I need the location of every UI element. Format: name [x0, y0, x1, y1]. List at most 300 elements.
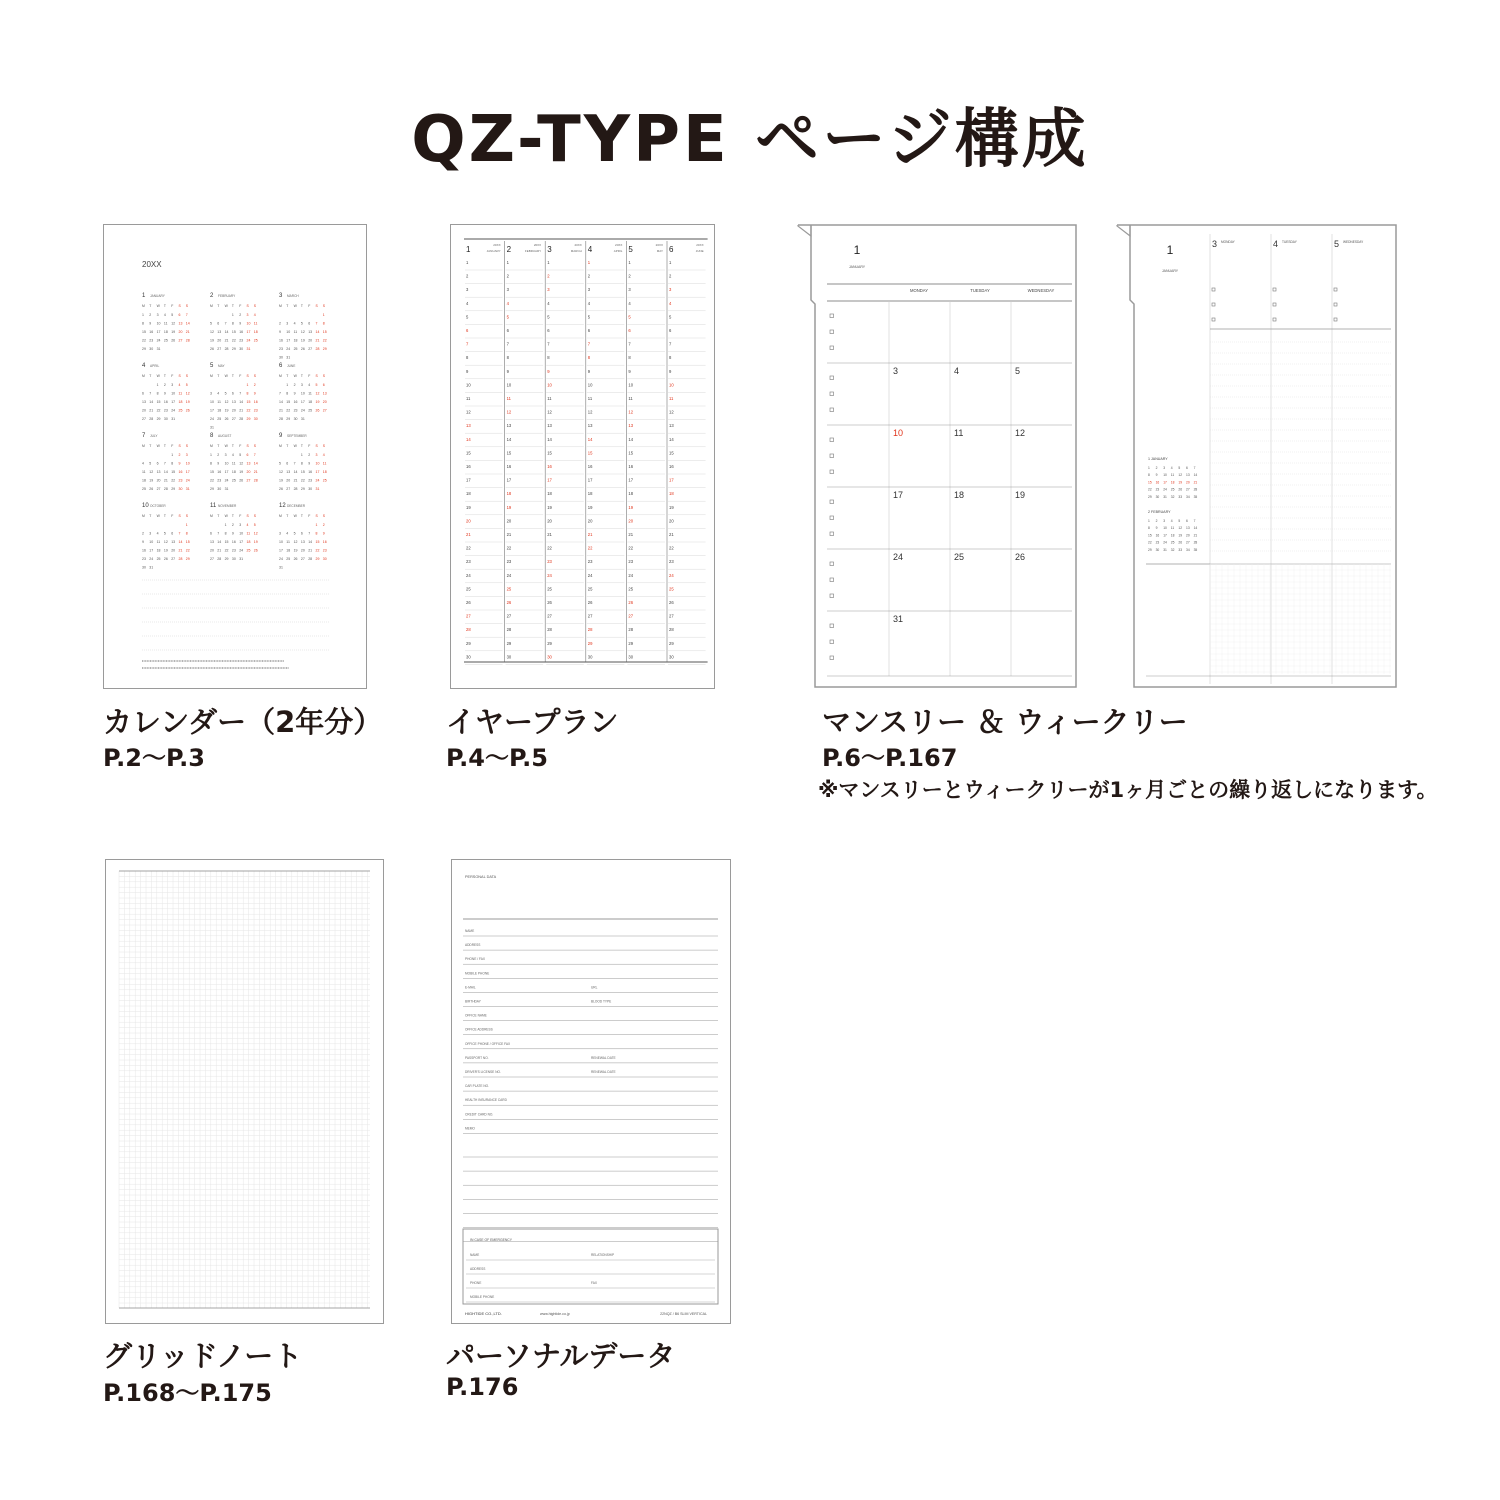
- calendar-day: 18: [163, 330, 168, 334]
- calendar-weekday: F: [308, 444, 311, 448]
- calendar-day: 25: [217, 417, 222, 421]
- calendar-month-number: 4: [142, 363, 146, 369]
- calendar-day: 29: [246, 417, 251, 421]
- calendar-weekday: T: [217, 514, 220, 518]
- personal-data-page-thumbnail: [451, 859, 731, 1324]
- year-plan-day: 29: [506, 640, 512, 646]
- year-plan-day: 24: [587, 572, 593, 578]
- calendar-day: 23: [178, 478, 183, 483]
- emergency-field-label: RELATIONSHIP: [591, 1253, 615, 1257]
- calendar-day: 10: [210, 400, 214, 404]
- year-plan-day: 22: [466, 545, 471, 551]
- calendar-day: 10: [286, 330, 291, 334]
- calendar-day: 13: [300, 540, 305, 544]
- weekly-mini-day: 15: [1148, 480, 1152, 485]
- year-plan-day: 30: [628, 654, 634, 660]
- weekly-mini-day: 27: [1186, 487, 1190, 492]
- year-plan-month-number: 1: [466, 245, 471, 254]
- year-plan-day: 14: [669, 436, 674, 442]
- weekly-day-number: 5: [1334, 239, 1340, 249]
- weekly-mini-month-label: 1 JANUARY: [1148, 457, 1168, 461]
- calendar-day: 23: [279, 347, 283, 351]
- calendar-day: 28: [253, 478, 258, 483]
- year-plan-day: 25: [547, 586, 552, 592]
- year-plan-day: 1: [506, 260, 509, 265]
- weekly-page-content: [1116, 224, 1398, 689]
- calendar-weekday: F: [171, 444, 174, 448]
- calendar-day: 4: [163, 313, 166, 317]
- calendar-day: 28: [217, 557, 222, 561]
- weekly-mini-day: 13: [1186, 526, 1190, 531]
- calendar-day: 30: [322, 557, 327, 561]
- monthly-weekday-label: MONDAY: [909, 288, 929, 293]
- calendar-day: 20: [171, 548, 176, 553]
- year-plan-day: 15: [506, 450, 512, 456]
- year-plan-day: 26: [547, 600, 552, 605]
- year-plan-day: 12: [669, 409, 674, 415]
- calendar-day: 30: [178, 487, 183, 491]
- year-plan-day: 30: [466, 654, 471, 660]
- personal-data-field-label: PASSPORT NO.: [465, 1055, 489, 1060]
- year-plan-day: 3: [669, 287, 672, 293]
- monthly-day-number: 10: [893, 428, 904, 438]
- personal-data-field-label: BLOOD TYPE: [591, 999, 612, 1004]
- year-plan-day: 28: [466, 627, 471, 633]
- weekly-mini-day: 17: [1163, 480, 1167, 485]
- calendar-day: 26: [279, 487, 283, 491]
- grid-note-caption: グリッドノート: [103, 1339, 303, 1373]
- year-plan-year: 20XX: [615, 243, 623, 247]
- calendar-day: 8: [142, 321, 144, 326]
- calendar-day: 16: [178, 470, 183, 474]
- year-plan-day: 26: [669, 600, 674, 605]
- year-plan-day: 8: [506, 355, 509, 361]
- calendar-day: 23: [217, 478, 222, 483]
- year-plan-day: 27: [587, 613, 593, 619]
- calendar-day: 6: [322, 383, 325, 387]
- monthly-month-number: 1: [853, 243, 861, 257]
- calendar-day: 18: [286, 548, 291, 553]
- calendar-day: 2: [293, 383, 296, 387]
- calendar-day: 25: [246, 548, 251, 553]
- year-plan-day: 13: [587, 423, 593, 429]
- emergency-field-label: ADDRESS: [470, 1267, 486, 1271]
- year-plan-day: 26: [628, 600, 634, 605]
- calendar-day: 10: [149, 540, 154, 544]
- weekly-mini-day: 26: [1178, 487, 1183, 492]
- monthly-weekly-pages: P.6〜P.167: [822, 744, 958, 772]
- calendar-day: 3: [224, 453, 227, 457]
- calendar-day: 19: [185, 400, 190, 404]
- calendar-day: 24: [185, 478, 190, 483]
- calendar-day: 7: [149, 391, 152, 396]
- year-plan-day: 30: [547, 654, 552, 660]
- weekly-mini-day: 32: [1170, 494, 1175, 499]
- year-plan-day: 19: [669, 504, 674, 510]
- weekly-mini-day: 23: [1155, 487, 1160, 492]
- weekly-mini-day: 6: [1186, 519, 1188, 523]
- calendar-day: 3: [279, 531, 281, 536]
- calendar-day: 12: [315, 391, 320, 396]
- calendar-day: 5: [315, 383, 318, 387]
- calendar-day: 17: [286, 338, 291, 343]
- calendar-month-name: DECEMBER: [287, 504, 306, 508]
- calendar-day: 13: [286, 470, 291, 474]
- calendar-day: 21: [149, 408, 154, 413]
- year-plan-day: 15: [669, 450, 674, 456]
- calendar-day: 6: [210, 531, 212, 536]
- calendar-day: 17: [171, 400, 176, 404]
- calendar-day: 27: [322, 408, 327, 413]
- weekly-mini-day: 20: [1186, 533, 1190, 538]
- year-plan-day: 21: [506, 532, 512, 537]
- calendar-weekday: W: [293, 374, 297, 378]
- calendar-day: 17: [246, 330, 251, 334]
- year-plan-pages: P.4〜P.5: [446, 744, 548, 772]
- year-plan-day: 5: [547, 314, 550, 320]
- year-plan-day: 12: [506, 409, 512, 415]
- calendar-weekday: T: [163, 304, 166, 308]
- calendar-day: 30: [239, 347, 244, 351]
- calendar-day: 6: [286, 461, 289, 466]
- calendar-day: 11: [308, 391, 312, 396]
- calendar-day: 18: [142, 478, 146, 483]
- calendar-weekday: W: [224, 444, 228, 448]
- calendar-day: 5: [239, 453, 242, 457]
- year-plan-day: 21: [466, 532, 471, 537]
- calendar-day: 10: [171, 391, 176, 396]
- calendar-day: 18: [156, 548, 161, 553]
- calendar-day: 15: [300, 470, 305, 474]
- calendar-day: 29: [300, 487, 305, 491]
- calendar-day: 18: [293, 338, 298, 343]
- weekly-mini-day: 34: [1186, 547, 1190, 552]
- calendar-day: 17: [300, 400, 305, 404]
- calendar-day: 30: [231, 557, 236, 561]
- calendar-month-name: APRIL: [150, 364, 160, 368]
- year-plan-day: 6: [547, 328, 550, 333]
- weekly-mini-day: 33: [1178, 494, 1183, 499]
- calendar-day: 16: [308, 470, 313, 474]
- personal-data-field-label: E-MAIL: [465, 985, 476, 990]
- personal-data-field-label: CREDIT CARD NO.: [465, 1112, 494, 1117]
- year-plan-day: 4: [669, 300, 672, 306]
- calendar-month-name: JUNE: [287, 364, 296, 368]
- calendar-day: 20: [156, 478, 161, 483]
- calendar-weekday: F: [308, 514, 311, 518]
- calendar-day: 15: [156, 400, 161, 404]
- calendar-weekday: W: [156, 514, 160, 518]
- calendar-day: 21: [293, 478, 298, 483]
- calendar-weekday: F: [239, 514, 242, 518]
- personal-data-field-label: URL: [591, 985, 598, 990]
- calendar-day: 7: [279, 391, 281, 396]
- year-plan-day: 18: [466, 491, 471, 497]
- calendar-day: 23: [163, 408, 168, 413]
- calendar-day: 1: [246, 383, 249, 387]
- year-plan-day: 14: [547, 436, 552, 442]
- year-plan-month-number: 4: [587, 245, 593, 254]
- calendar-day: 13: [171, 540, 176, 544]
- calendar-day: 27: [300, 557, 305, 561]
- calendar-day: 15: [210, 470, 214, 474]
- calendar-day: 20: [231, 408, 236, 413]
- calendar-day: 7: [178, 531, 181, 536]
- calendar-day: 11: [231, 461, 236, 466]
- calendar-day: 22: [224, 548, 229, 553]
- calendar-day: 22: [286, 408, 291, 413]
- weekly-mini-day: 9: [1155, 526, 1158, 531]
- weekly-mini-day: 28: [1193, 487, 1198, 492]
- calendar-day: 26: [315, 408, 320, 413]
- calendar-day: 22: [231, 338, 236, 343]
- calendar-day: 6: [142, 391, 144, 396]
- calendar-weekday: M: [142, 514, 145, 518]
- year-plan-day: 21: [669, 532, 674, 537]
- calendar-weekday: T: [149, 304, 152, 308]
- calendar-day: 19: [149, 478, 154, 483]
- personal-data-field-label: HEALTH INSURANCE CARD: [465, 1098, 507, 1103]
- weekly-mini-day: 8: [1148, 526, 1150, 531]
- calendar-day: 19: [279, 478, 283, 483]
- calendar-day: 25: [308, 408, 313, 413]
- calendar-month-name: SEPTEMBER: [287, 434, 307, 438]
- personal-data-field-label: OFFICE PHONE / OFFICE FAX: [465, 1041, 511, 1046]
- calendar-weekday: W: [224, 374, 228, 378]
- emergency-heading: IN CASE OF EMERGENCY: [470, 1238, 513, 1242]
- weekly-mini-day: 26: [1178, 540, 1183, 545]
- calendar-day: 18: [178, 400, 183, 404]
- weekly-mini-day: 3: [1163, 519, 1166, 523]
- year-plan-day: 7: [587, 341, 591, 347]
- calendar-day: 14: [253, 461, 258, 466]
- weekly-mini-day: 19: [1178, 533, 1183, 538]
- calendar-day: 1: [171, 453, 174, 457]
- calendar-day: 4: [308, 383, 311, 387]
- weekly-mini-day: 24: [1163, 487, 1167, 492]
- calendar-day: 1: [210, 453, 212, 457]
- calendar-day: 29: [142, 347, 146, 351]
- emergency-field-label: MOBILE PHONE: [470, 1295, 495, 1299]
- calendar-day: 4: [286, 531, 289, 536]
- weekly-mini-day: 18: [1170, 480, 1175, 485]
- calendar-day: 27: [156, 487, 161, 491]
- monthly-day-number: 17: [893, 490, 904, 500]
- year-plan-day: 28: [628, 627, 634, 633]
- year-plan-day: 29: [628, 640, 634, 646]
- calendar-weekday: T: [286, 304, 289, 308]
- calendar-day: 2: [279, 321, 281, 326]
- year-plan-day: 27: [547, 613, 552, 619]
- weekly-mini-day: 32: [1170, 547, 1175, 552]
- calendar-weekday: S: [178, 514, 181, 518]
- weekly-mini-day: 14: [1193, 526, 1198, 531]
- calendar-day: 26: [239, 478, 244, 483]
- calendar-weekday: T: [286, 444, 289, 448]
- calendar-day: 12: [163, 540, 168, 544]
- weekly-day-number: 4: [1273, 239, 1279, 249]
- calendar-day: 11: [217, 400, 221, 404]
- calendar-day: 5: [171, 313, 174, 317]
- calendar-day: 28: [315, 347, 320, 351]
- year-plan-day: 24: [628, 572, 634, 578]
- calendar-day: 22: [185, 548, 190, 553]
- year-plan-day: 9: [466, 368, 469, 374]
- calendar-month-number: 1: [142, 293, 146, 299]
- year-plan-day: 30: [669, 654, 674, 660]
- personal-data-caption: パーソナルデータ: [446, 1339, 676, 1373]
- calendar-day: 11: [156, 540, 161, 544]
- year-plan-day: 18: [547, 491, 552, 497]
- calendar-weekday: W: [156, 444, 160, 448]
- year-plan-day: 2: [466, 273, 469, 279]
- calendar-day: 10: [315, 461, 320, 466]
- calendar-day: 27: [178, 338, 183, 343]
- weekly-mini-day: 2: [1155, 466, 1158, 470]
- calendar-day: 26: [300, 347, 305, 351]
- calendar-day: 22: [300, 478, 305, 483]
- calendar-day: 13: [142, 400, 146, 404]
- calendar-month-number: 3: [279, 293, 283, 299]
- year-plan-day: 13: [669, 423, 674, 429]
- year-plan-day: 23: [628, 559, 634, 565]
- year-plan-day: 25: [587, 586, 593, 592]
- calendar-day: 30: [149, 347, 154, 351]
- calendar-day: 12: [171, 321, 176, 326]
- calendar-day: 12: [185, 391, 190, 396]
- calendar-weekday: S: [322, 514, 326, 518]
- calendar-day: 5: [149, 461, 152, 466]
- calendar-day: 3: [300, 383, 303, 387]
- year-plan-day: 24: [466, 572, 471, 578]
- calendar-day: 26: [293, 557, 298, 561]
- calendar-day: 13: [210, 540, 214, 544]
- year-plan-day: 17: [506, 477, 512, 483]
- calendar-day: 25: [142, 487, 146, 491]
- calendar-day: 9: [239, 321, 242, 326]
- weekly-mini-day: 34: [1186, 494, 1190, 499]
- year-plan-day: 29: [547, 640, 552, 646]
- year-plan-day: 7: [547, 341, 550, 347]
- calendar-day: 2: [178, 453, 181, 457]
- weekly-month-number: 1: [1166, 243, 1174, 257]
- year-plan-day: 20: [587, 518, 593, 524]
- year-plan-day: 11: [506, 396, 511, 401]
- weekly-mini-day: 11: [1170, 526, 1175, 531]
- calendar-weekday: M: [279, 374, 282, 378]
- personal-data-field-label: OFFICE NAME: [465, 1013, 487, 1018]
- calendar-day: 1: [300, 453, 303, 457]
- calendar-day: 7: [308, 531, 311, 536]
- weekly-mini-day: 31: [1163, 494, 1167, 499]
- calendar-day: 27: [210, 557, 214, 561]
- year-plan-day: 9: [587, 368, 591, 374]
- calendar-day: 30: [163, 417, 168, 421]
- calendar-day: 21: [185, 330, 190, 334]
- calendar-weekday: T: [231, 304, 234, 308]
- calendar-day: 13: [178, 321, 183, 326]
- year-plan-day: 4: [547, 300, 550, 306]
- year-plan-day: 16: [506, 464, 512, 469]
- year-plan-day: 14: [466, 436, 471, 442]
- year-plan-day: 15: [628, 450, 634, 456]
- calendar-day: 1: [322, 313, 325, 317]
- calendar-day: 1: [231, 313, 234, 317]
- calendar-month-name: MAY: [218, 364, 225, 368]
- weekly-mini-day: 22: [1148, 487, 1152, 492]
- calendar-day: 9: [279, 330, 281, 334]
- calendar-day: 10: [279, 540, 283, 544]
- calendar-day: 2: [163, 383, 166, 387]
- calendar-weekday: M: [279, 444, 282, 448]
- calendar-day: 16: [217, 470, 222, 474]
- year-plan-month-name: MARCH: [570, 249, 582, 253]
- calendar-day: 19: [163, 548, 168, 553]
- calendar-month-name: OCTOBER: [150, 504, 166, 508]
- year-plan-day: 13: [506, 423, 512, 429]
- calendar-day: 29: [315, 557, 320, 561]
- weekly-mini-day: 29: [1148, 547, 1152, 552]
- year-plan-page-content: [451, 225, 713, 687]
- calendar-weekday: F: [171, 514, 174, 518]
- year-plan-month-number: 3: [547, 245, 552, 254]
- calendar-day: 27: [246, 478, 251, 483]
- calendar-day: 10: [185, 461, 190, 466]
- calendar-weekday: S: [253, 444, 257, 448]
- calendar-day: 2: [142, 531, 144, 536]
- calendar-day: 1: [142, 313, 144, 317]
- calendar-day: 7: [239, 391, 242, 396]
- calendar-day: 9: [322, 531, 325, 536]
- year-plan-day: 25: [669, 586, 674, 592]
- calendar-day: 29: [322, 347, 327, 351]
- year-plan-year: 20XX: [696, 243, 704, 247]
- year-plan-day: 5: [466, 314, 469, 320]
- calendar-weekday: T: [217, 304, 220, 308]
- calendar-day: 23: [253, 408, 258, 413]
- calendar-weekday: W: [293, 444, 297, 448]
- calendar-day: 30: [308, 487, 313, 491]
- calendar-day: 3: [185, 453, 188, 457]
- calendar-day: 27: [286, 487, 291, 491]
- calendar-day: 4: [246, 523, 249, 527]
- year-plan-day: 16: [669, 464, 674, 469]
- calendar-day: 15: [246, 400, 251, 404]
- year-plan-day: 18: [669, 491, 674, 497]
- calendar-day: 5: [224, 391, 227, 396]
- calendar-day: 19: [210, 338, 214, 343]
- calendar-day: 14: [185, 321, 190, 326]
- calendar-day: 16: [142, 548, 146, 553]
- calendar-day: 25: [163, 338, 168, 343]
- calendar-day: 31: [300, 417, 305, 421]
- calendar-day: 7: [217, 531, 220, 536]
- weekly-mini-day: 12: [1178, 526, 1183, 531]
- year-plan-day: 28: [587, 627, 593, 633]
- calendar-day: 21: [315, 338, 320, 343]
- calendar-day: 8: [231, 321, 234, 326]
- calendar-month-name: FEBRUARY: [218, 294, 236, 298]
- year-plan-day: 13: [466, 423, 471, 429]
- calendar-day: 15: [315, 540, 320, 544]
- year-plan-day: 23: [506, 559, 512, 565]
- calendar-day: 4: [231, 453, 234, 457]
- calendar-day: 24: [246, 338, 251, 343]
- calendar-day: 13: [308, 330, 313, 334]
- calendar-day: 8: [315, 531, 318, 536]
- weekly-mini-day: 10: [1163, 526, 1167, 531]
- monthly-day-number: 31: [893, 614, 904, 624]
